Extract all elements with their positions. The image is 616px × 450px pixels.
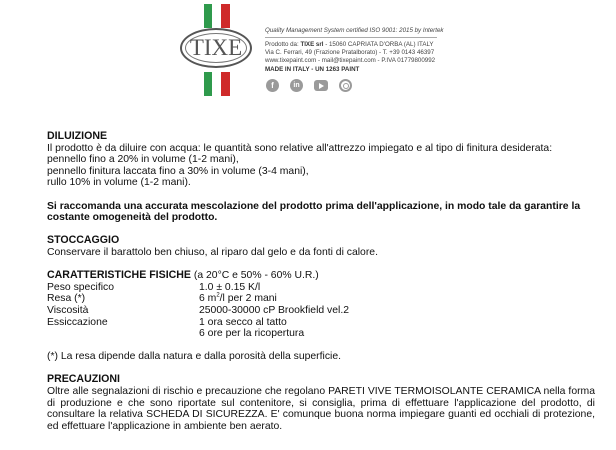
youtube-icon[interactable] bbox=[314, 80, 328, 91]
instagram-icon[interactable] bbox=[339, 79, 352, 92]
section-caratteristiche bbox=[47, 270, 607, 363]
property-value: 6 $m^2/l$ per 2 mani bbox=[199, 292, 277, 305]
paragraph: Conservare il barattolo ben chiuso, al riparo dal gelo e da fonti di calore. bbox=[47, 246, 378, 258]
property-value: 1.0 ± 0.15 K/l bbox=[199, 281, 261, 293]
company-name: TIXE srl bbox=[300, 41, 324, 48]
property-label: Peso specifico bbox=[47, 281, 114, 293]
property-label bbox=[47, 328, 199, 340]
section-precauzioni bbox=[47, 374, 607, 432]
italian-flag-icon bbox=[204, 4, 230, 28]
address-block bbox=[265, 41, 445, 74]
address-line-2: Via C. Ferrari, 49 (Frazione Pratalborato) - T. +39 0143 46397 bbox=[265, 49, 435, 57]
property-label: Resa (*) bbox=[47, 293, 86, 305]
property-value: 6 ore per la ricopertura bbox=[199, 328, 305, 340]
properties-table bbox=[47, 282, 607, 340]
linkedin-icon[interactable]: in bbox=[290, 79, 303, 92]
recommendation-text: costante omogeneità del prodotto. bbox=[47, 212, 218, 224]
certification-text: Quality Management System certified ISO 9001: 2015 by Intertek bbox=[265, 27, 437, 38]
section-title: CARATTERISTICHE FISICHE bbox=[47, 269, 191, 282]
section-title: PRECAUZIONI bbox=[47, 373, 120, 386]
tixe-logo bbox=[178, 2, 258, 98]
paragraph: pennello fino a 20% in volume (1-2 mani), bbox=[47, 154, 239, 166]
section-title: STOCCAGGIO bbox=[47, 234, 120, 247]
address-prefix: Prodotto da: bbox=[265, 41, 301, 48]
property-value: 1 ora secco al tatto bbox=[199, 316, 287, 328]
social-links bbox=[266, 79, 352, 92]
property-value: 25000-30000 cP Brookfield vel.2 bbox=[199, 304, 349, 316]
paragraph: Il prodotto è da diluire con acqua: le quantità sono relative all'attrezzo impiegato e al tipo di finitura desiderata: bbox=[47, 142, 553, 154]
contact-line[interactable]: www.tixepaint.com - mail@tixepaint.com - P.IVA 01779800992 bbox=[265, 57, 436, 65]
section-title: DILUIZIONE bbox=[47, 130, 108, 142]
facebook-icon[interactable]: f bbox=[266, 79, 279, 92]
logo-oval bbox=[180, 28, 252, 68]
recommendation-text: Si raccomanda una accurata mescolazione del prodotto prima dell'applicazione, in modo tale da garantire la bbox=[47, 200, 581, 212]
section-raccomandazione bbox=[47, 201, 607, 224]
property-label: Viscosità bbox=[47, 304, 89, 316]
paragraph: Oltre alle segnalazioni di rischio e precauzione che regolano PARETI VIVE TERMOISOLANTE CERAMICA nella forma di produzione e che sono riportate sul contenitore, si consiglia, prima di effettuare l'applicazione del prodotto, di consultare la relativa SCHEDA DI SICUREZZA. E' comunque buona norma impiegare guanti ed occhiali di protezione, ed effettuare l'applicazione in ambiente ben aerato. bbox=[47, 386, 595, 432]
letterhead bbox=[0, 0, 616, 110]
property-label: Essiccazione bbox=[47, 316, 108, 328]
address-line-1: - 15060 CAPRIATA D'ORBA (AL) ITALY bbox=[323, 41, 434, 48]
conditions-text: (a 20°C e 50% - 60% U.R.) bbox=[191, 270, 319, 282]
italian-flag-icon bbox=[204, 72, 230, 96]
footnote: (*) La resa dipende dalla natura e dalla porosità della superficie. bbox=[47, 351, 342, 363]
made-in-italy: MADE IN ITALY - UN 1263 PAINT bbox=[265, 65, 360, 73]
logo-text: TIXE bbox=[189, 35, 243, 60]
section-stoccaggio bbox=[47, 235, 607, 258]
paragraph: rullo 10% in volume (1-2 mani). bbox=[47, 177, 191, 189]
paragraph: pennello finitura laccata fino a 30% in volume (3-4 mani), bbox=[47, 165, 309, 177]
company-info bbox=[265, 27, 445, 74]
document-body bbox=[47, 131, 607, 432]
section-diluizione bbox=[47, 131, 607, 189]
